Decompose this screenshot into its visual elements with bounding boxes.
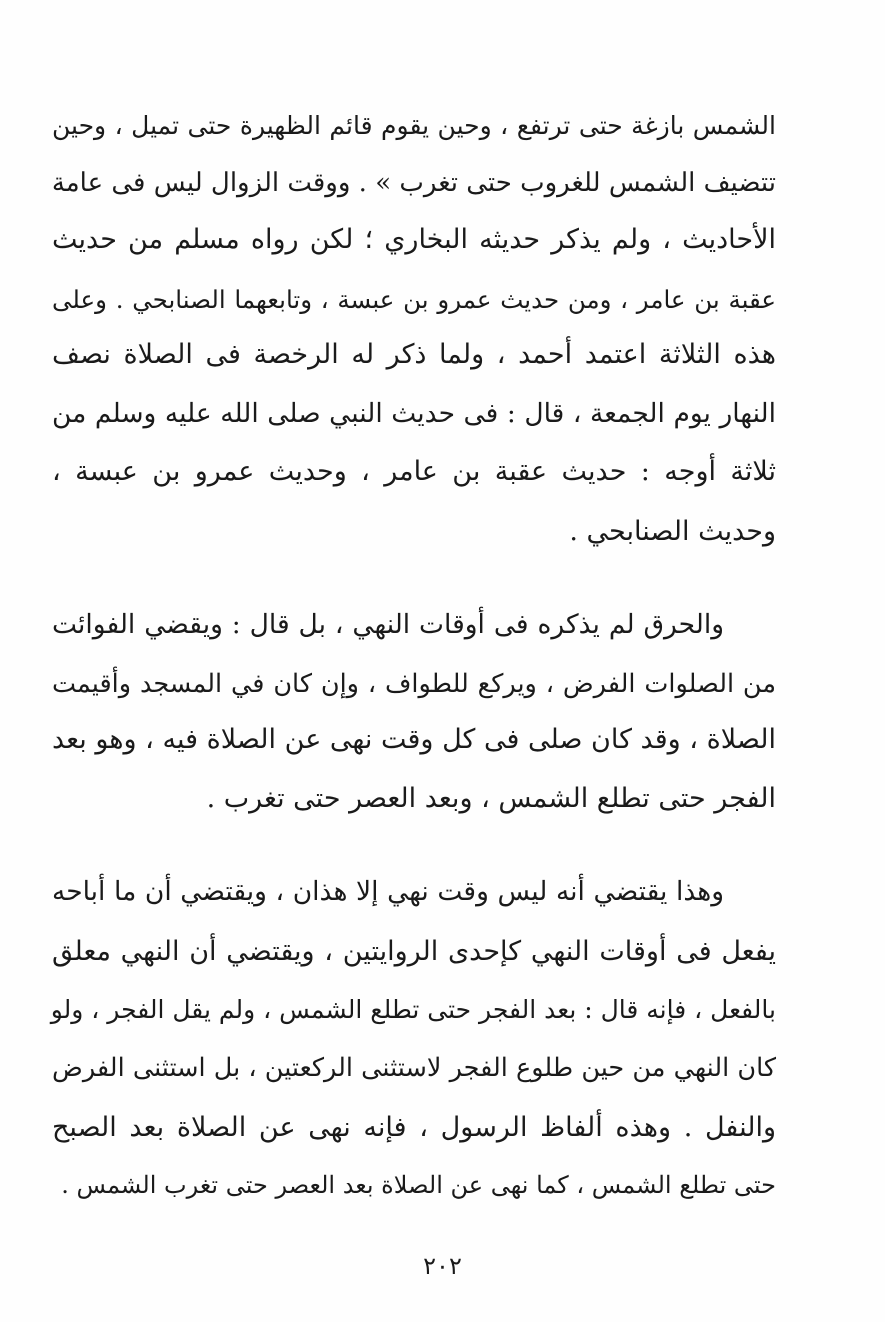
text-line: والنفل . وهذه ألفاظ الرسول ، فإنه نهى عن الصلاة بعد الصبح — [52, 1112, 776, 1143]
text-line: والحرق لم يذكره فى أوقات النهي ، بل قال : ويقضي الفوائت — [52, 609, 724, 640]
text-line: النهار يوم الجمعة ، قال : فى حديث النبي صلى الله عليه وسلم من — [52, 398, 776, 429]
page-number: ٢٠٢ — [423, 1252, 462, 1280]
text-line: عقبة بن عامر ، ومن حديث عمرو بن عبسة ، وتابعهما الصنابحي . وعلى — [52, 285, 776, 314]
text-line: هذه الثلاثة اعتمد أحمد ، ولما ذكر له الرخصة فى الصلاة نصف — [52, 339, 776, 370]
text-line: الفجر حتى تطلع الشمس ، وبعد العصر حتى تغرب . — [206, 783, 776, 814]
text-line: حتى تطلع الشمس ، كما نهى عن الصلاة بعد العصر حتى تغرب الشمس . — [61, 1171, 776, 1199]
text-line: الصلاة ، وقد كان صلى فى كل وقت نهى عن الصلاة فيه ، وهو بعد — [52, 724, 776, 755]
text-line: الشمس بازغة حتى ترتفع ، وحين يقوم قائم الظهيرة حتى تميل ، وحين — [52, 111, 776, 140]
text-line: ثلاثة أوجه : حديث عقبة بن عامر ، وحديث عمرو بن عبسة ، — [52, 456, 776, 487]
text-line: تتضيف الشمس للغروب حتى تغرب » . ووقت الزوال ليس فى عامة — [51, 168, 776, 198]
text-line: بالفعل ، فإنه قال : بعد الفجر حتى تطلع الشمس ، ولم يقل الفجر ، ولو — [50, 995, 776, 1024]
text-line: وحديث الصنابحي . — [569, 516, 776, 547]
text-line: كان النهي من حين طلوع الفجر لاستثنى الركعتين ، بل استثنى الفرض — [52, 1053, 776, 1083]
text-line: الأحاديث ، ولم يذكر حديثه البخاري ؛ لكن رواه مسلم من حديث — [52, 224, 776, 255]
text-line: من الصلوات الفرض ، ويركع للطواف ، وإن كان في المسجد وأقيمت — [52, 669, 776, 699]
text-line: وهذا يقتضي أنه ليس وقت نهي إلا هذان ، ويقتضي أن ما أباحه — [52, 876, 724, 907]
text-line: يفعل فى أوقات النهي كإحدى الروايتين ، ويقتضي أن النهي معلق — [52, 936, 776, 967]
